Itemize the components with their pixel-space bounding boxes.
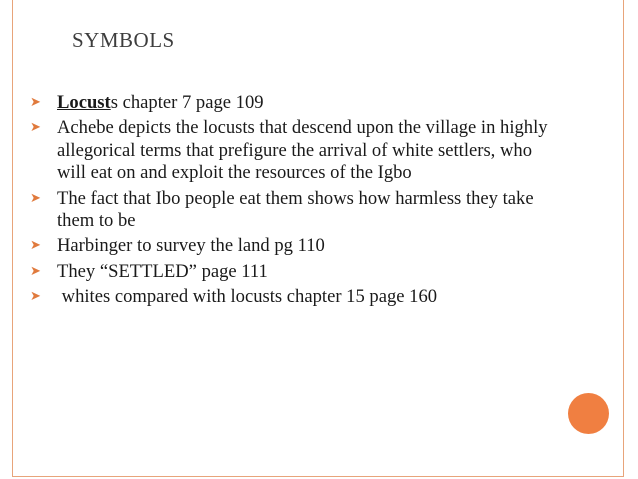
bullet-item <box>30 188 550 233</box>
bullet-arrow-icon: ➤ <box>30 263 41 279</box>
bullet-text: whites compared with locusts chapter 15 page 160 <box>57 286 438 308</box>
bullet-arrow-icon: ➤ <box>30 289 41 305</box>
slide-title: SYMBOLS <box>72 28 175 52</box>
accent-circle <box>568 393 609 434</box>
bullet-lead: Locust <box>57 92 111 113</box>
bullet-arrow-icon: ➤ <box>30 95 41 110</box>
bullet-arrow-icon: ➤ <box>30 120 41 136</box>
bullet-text: The fact that Ibo people eat them shows how harmless they take them to be <box>57 187 534 232</box>
bullet-text: Achebe depicts the locusts that descend upon the village in highly allegorical terms that prefigure the arrival of white settlers, who will eat on and exploit the resources of the Igbo <box>57 117 548 184</box>
bullet-arrow-icon: ➤ <box>30 238 41 254</box>
bullet-text: s chapter 7 page 109 <box>110 92 264 113</box>
bullet-list <box>30 92 550 312</box>
bullet-item <box>30 92 550 114</box>
bullet-item <box>30 286 550 308</box>
bullet-arrow-icon: ➤ <box>30 190 41 206</box>
bullet-item <box>30 117 550 184</box>
bullet-text: They “SETTLED” page 111 <box>57 260 268 282</box>
bullet-item <box>30 235 550 257</box>
bullet-item <box>30 261 550 283</box>
bullet-text: Harbinger to survey the land pg 110 <box>57 235 325 257</box>
